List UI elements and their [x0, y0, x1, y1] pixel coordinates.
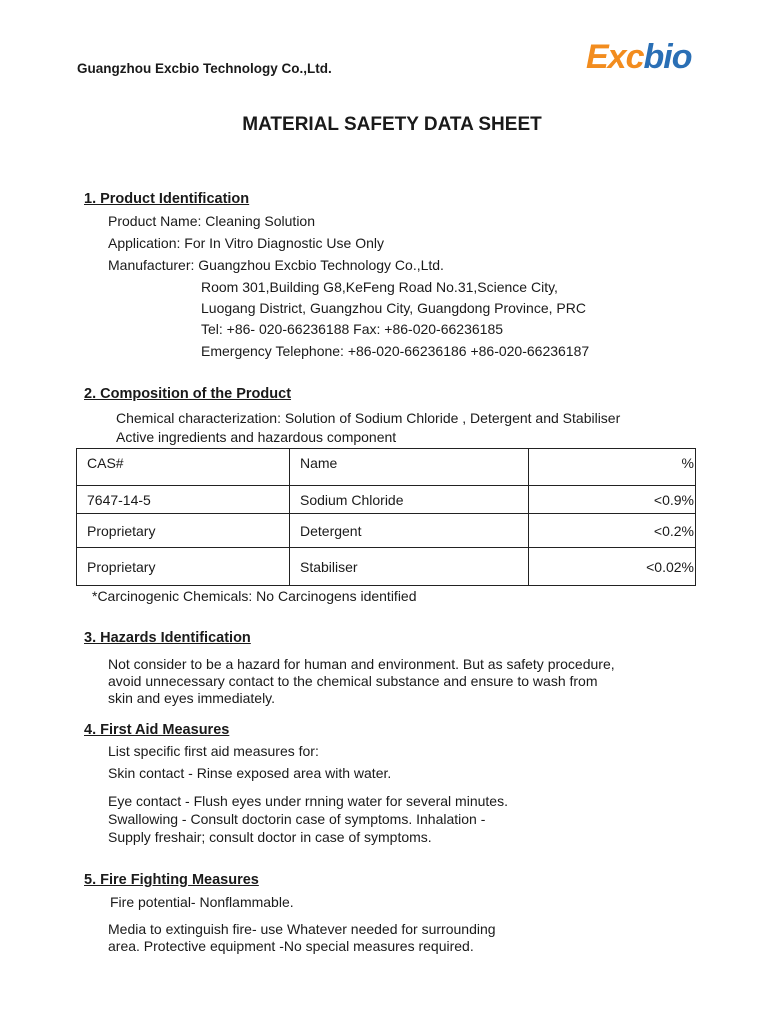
cell-percent: <0.9% [529, 486, 696, 514]
document-title: MATERIAL SAFETY DATA SHEET [242, 114, 542, 135]
address-line-2: Luogang District, Guangzhou City, Guangdong Province, PRC [201, 300, 586, 316]
cell-name: Sodium Chloride [290, 486, 529, 514]
header-percent: % [529, 449, 696, 486]
cell-cas: 7647-14-5 [77, 486, 290, 514]
first-aid-line-3: Eye contact - Flush eyes under rnning water for several minutes. [108, 793, 508, 809]
company-name: Guangzhou Excbio Technology Co.,Ltd. [77, 61, 332, 76]
active-ingredients: Active ingredients and hazardous component [116, 429, 397, 445]
header-name: Name [290, 449, 529, 486]
fire-line-2: Media to extinguish fire- use Whatever needed for surrounding [108, 921, 496, 937]
cell-name: Detergent [290, 514, 529, 548]
product-name: Product Name: Cleaning Solution [108, 213, 316, 229]
section-5-heading: 5. Fire Fighting Measures [84, 872, 259, 888]
section-3-heading: 3. Hazards Identification [84, 630, 251, 646]
table-header-row [77, 449, 696, 486]
logo-text-exc: Exc [586, 38, 644, 76]
composition-table [76, 448, 696, 586]
logo-text-bio: bio [643, 38, 692, 76]
cell-name: Stabiliser [290, 548, 529, 586]
address-line-1: Room 301,Building G8,KeFeng Road No.31,Science City, [201, 279, 558, 295]
cell-percent: <0.2% [529, 514, 696, 548]
cell-percent: <0.02% [529, 548, 696, 586]
fire-line-1: Fire potential- Nonflammable. [110, 894, 294, 910]
application: Application: For In Vitro Diagnostic Use Only [108, 235, 384, 251]
first-aid-line-4: Swallowing - Consult doctorin case of symptoms. Inhalation - [108, 811, 486, 827]
excbio-logo [586, 38, 691, 77]
hazards-line-2: avoid unnecessary contact to the chemical substance and ensure to wash from [108, 673, 598, 689]
table-row [77, 548, 696, 586]
cell-cas: Proprietary [77, 548, 290, 586]
table-row [77, 514, 696, 548]
fire-line-3: area. Protective equipment -No special measures required. [108, 938, 474, 954]
manufacturer: Manufacturer: Guangzhou Excbio Technology Co.,Ltd. [108, 257, 444, 273]
carcinogen-note: *Carcinogenic Chemicals: No Carcinogens identified [92, 588, 417, 604]
tel-fax: Tel: +86- 020-66236188 Fax: +86-020-66236185 [201, 321, 504, 337]
first-aid-line-2: Skin contact - Rinse exposed area with water. [108, 765, 392, 781]
hazards-line-3: skin and eyes immediately. [108, 690, 276, 706]
header-cas: CAS# [77, 449, 290, 486]
cell-cas: Proprietary [77, 514, 290, 548]
emergency-telephone: Emergency Telephone: +86-020-66236186 +86-020-66236187 [201, 343, 590, 359]
chemical-characterization: Chemical characterization: Solution of Sodium Chloride , Detergent and Stabiliser [116, 410, 621, 426]
section-4-heading: 4. First Aid Measures [84, 722, 230, 738]
first-aid-line-5: Supply freshair; consult doctor in case of symptoms. [108, 829, 432, 845]
hazards-line-1: Not consider to be a hazard for human and environment. But as safety procedure, [108, 656, 615, 672]
section-2-heading: 2. Composition of the Product [84, 386, 292, 402]
first-aid-line-1: List specific first aid measures for: [108, 743, 319, 759]
table-row [77, 486, 696, 514]
section-1-heading: 1. Product Identification [84, 191, 250, 207]
